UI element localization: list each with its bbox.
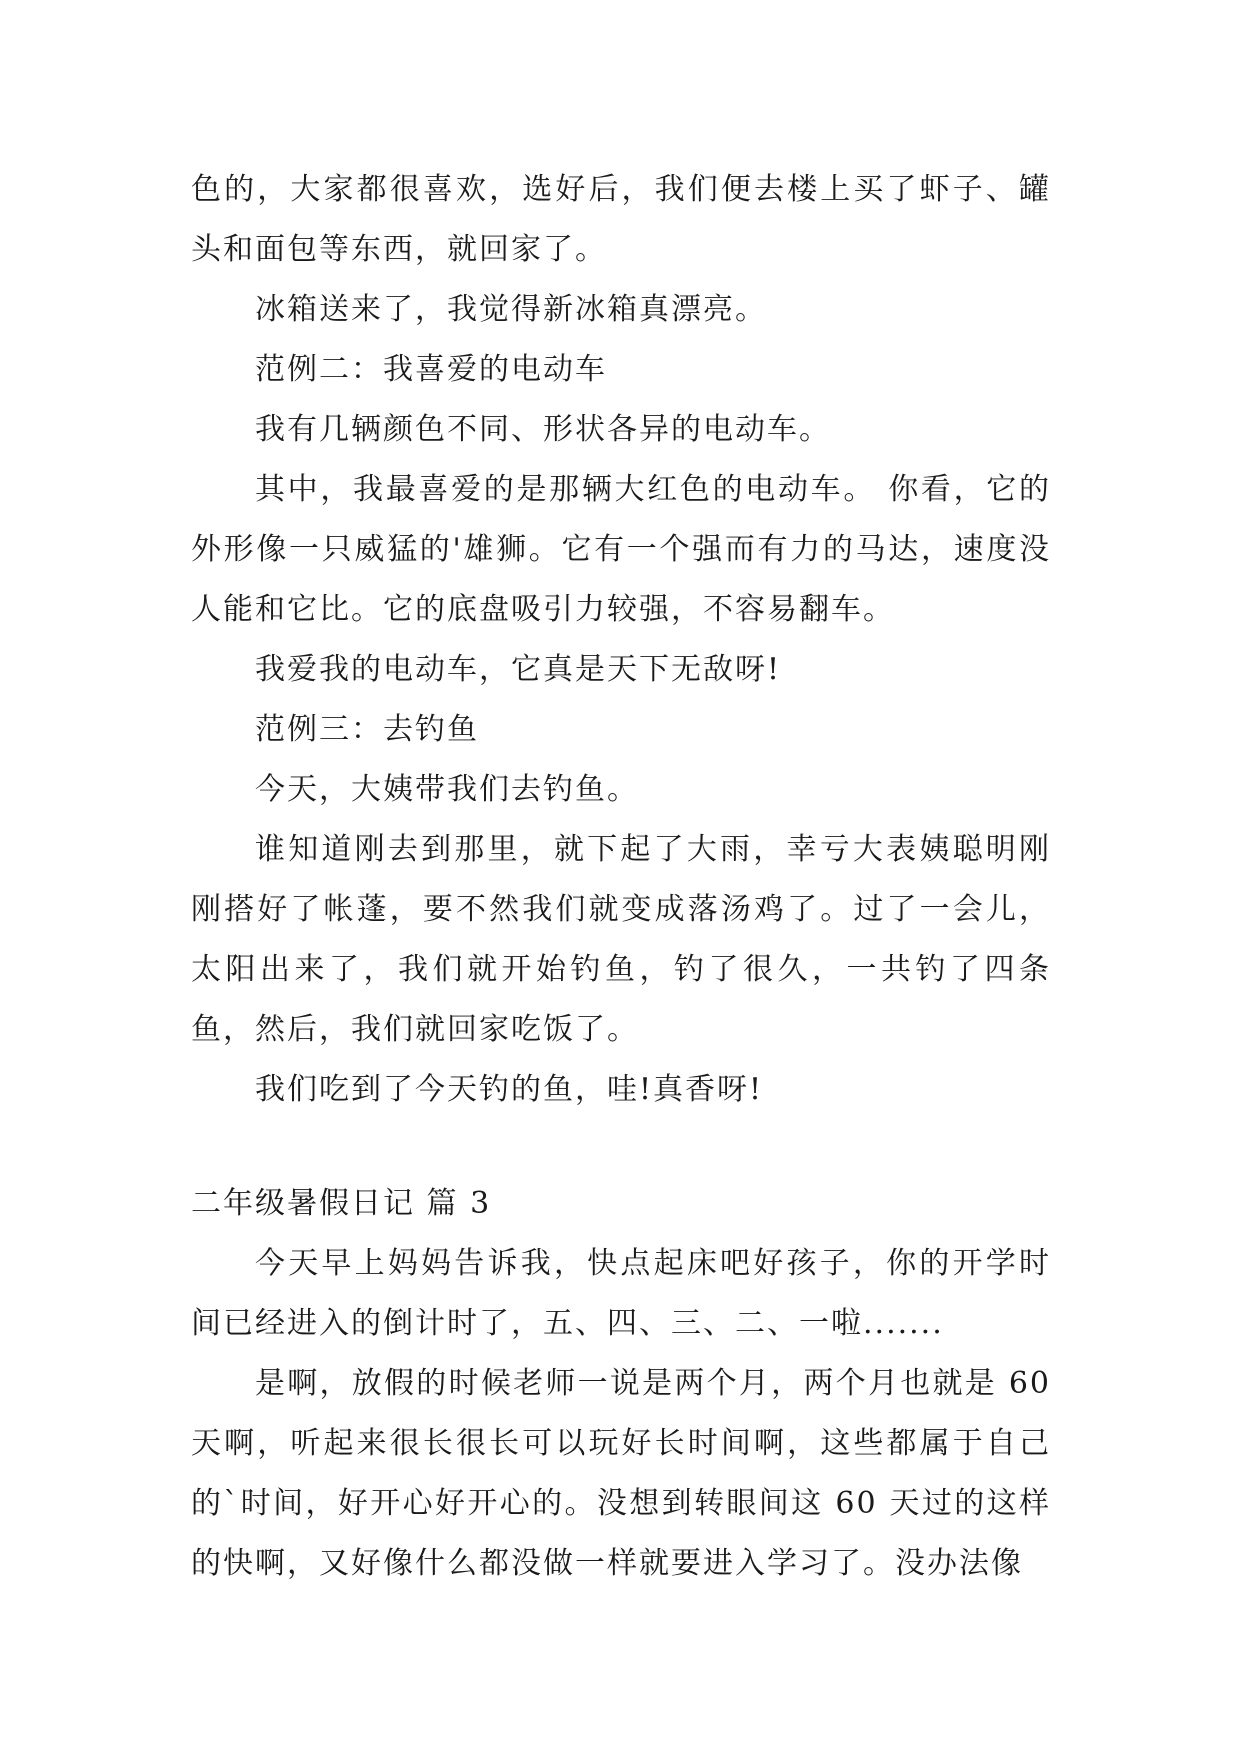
paragraph: 我有几辆颜色不同、形状各异的电动车。	[255, 412, 831, 447]
section-heading: 二年级暑假日记 篇 3	[191, 1186, 492, 1221]
paragraph: 是啊，放假的时候老师一说是两个月，两个月也就是 60 天啊，听起来很长很长可以玩好长时间啊，这些都属于自己的`时间，好开心好开心的。没想到转眼间这 60 天过的这样的快啊，又好像什么都没做一样就要进入学习了。没办法像	[191, 1366, 1051, 1581]
paragraph: 谁知道刚去到那里，就下起了大雨，幸亏大表姨聪明刚刚搭好了帐蓬，要不然我们就变成落汤鸡了。过了一会儿，太阳出来了，我们就开始钓鱼，钓了很久，一共钓了四条鱼，然后，我们就回家吃饭了。	[191, 832, 1051, 1047]
example-title: 范例二：我喜爱的电动车	[255, 352, 607, 387]
paragraph: 今天早上妈妈告诉我，快点起床吧好孩子，你的开学时间已经进入的倒计时了，五、四、三、二、一啦.......	[191, 1246, 1051, 1341]
paragraph: 色的，大家都很喜欢，选好后，我们便去楼上买了虾子、罐头和面包等东西，就回家了。	[191, 172, 1051, 267]
example-title: 范例三：去钓鱼	[255, 712, 479, 747]
paragraph: 其中，我最喜爱的是那辆大红色的电动车。 你看，它的外形像一只威猛的'雄狮。它有一个强而有力的马达，速度没人能和它比。它的底盘吸引力较强，不容易翻车。	[191, 472, 1051, 627]
document-body	[191, 160, 1051, 1594]
paragraph: 今天，大姨带我们去钓鱼。	[255, 772, 639, 807]
paragraph: 我爱我的电动车，它真是天下无敌呀!	[255, 652, 782, 687]
paragraph: 冰箱送来了，我觉得新冰箱真漂亮。	[255, 292, 767, 327]
paragraph: 我们吃到了今天钓的鱼，哇!真香呀!	[255, 1072, 764, 1107]
